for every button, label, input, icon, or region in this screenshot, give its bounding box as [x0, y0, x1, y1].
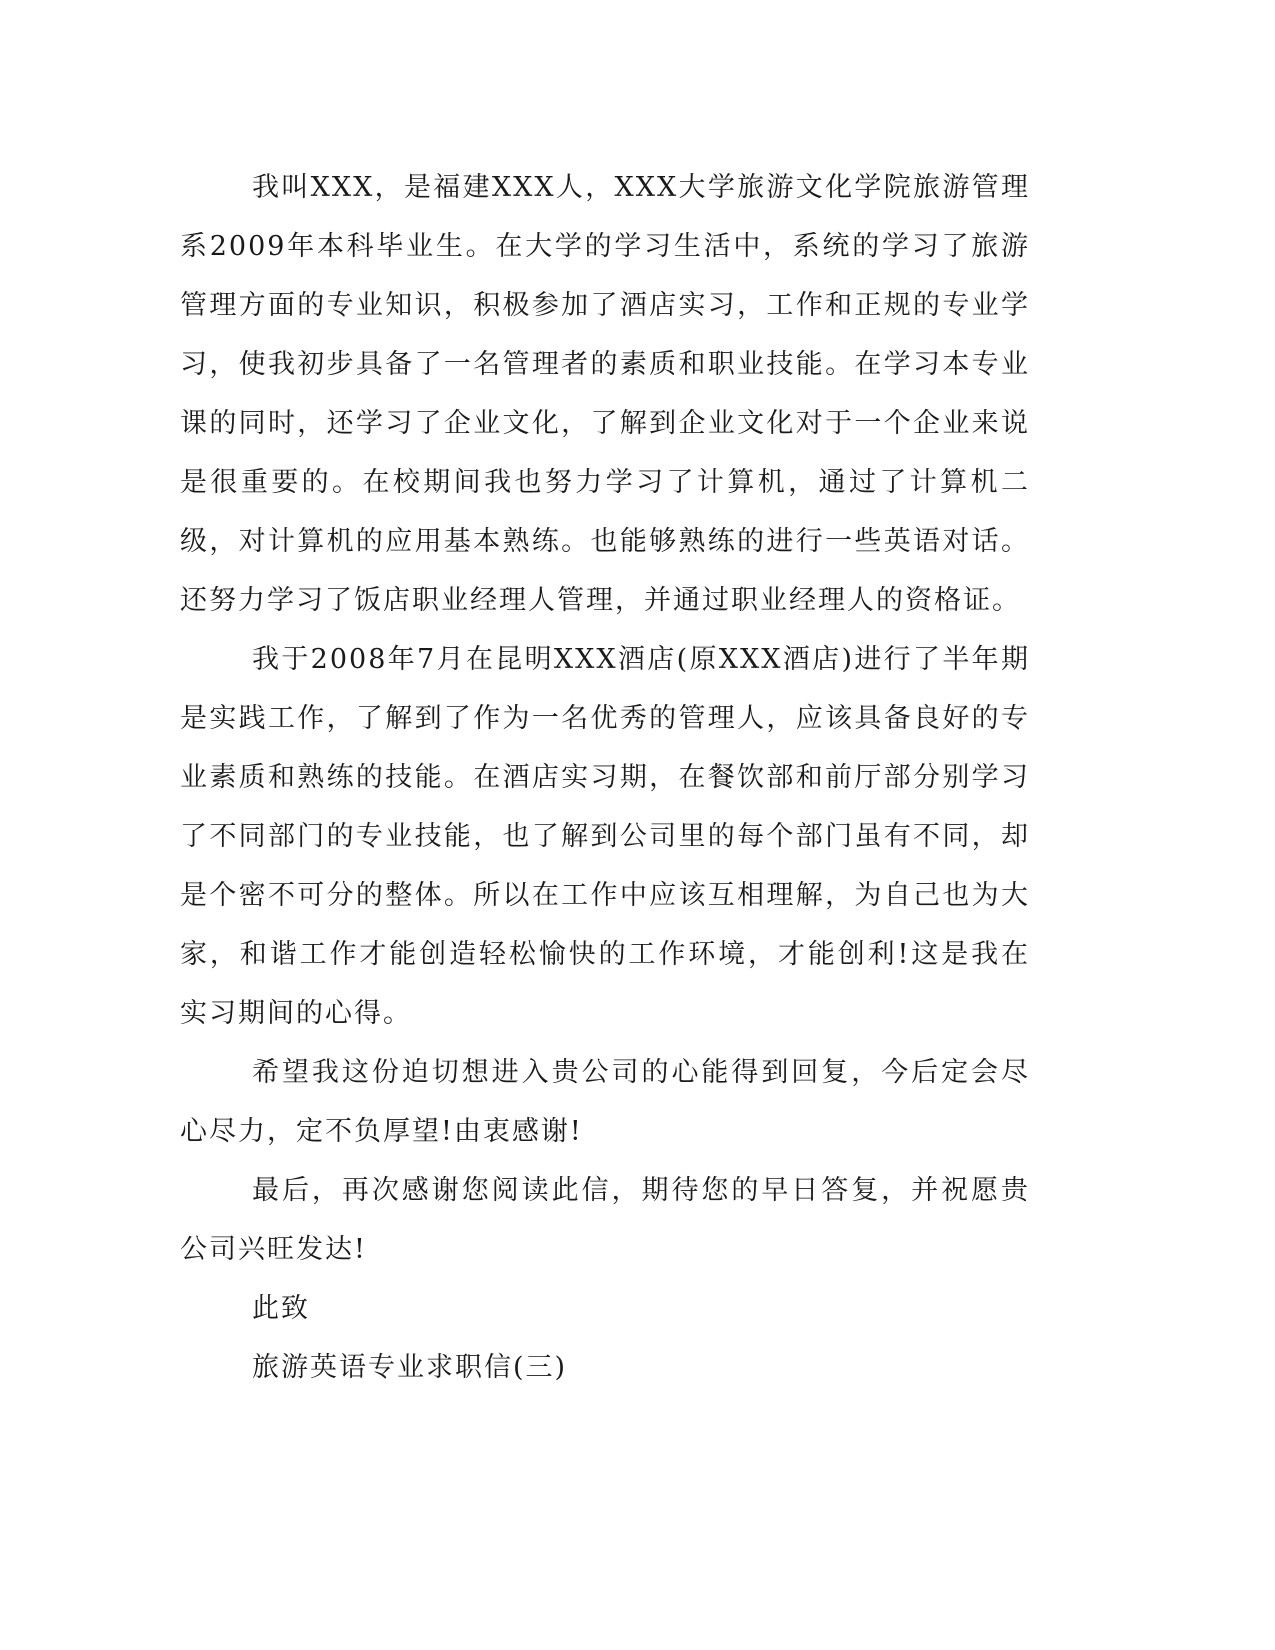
paragraph-hope: 希望我这份迫切想进入贵公司的心能得到回复，今后定会尽心尽力，定不负厚望!由衷感谢! [180, 1057, 1030, 1147]
letter-body [180, 158, 1030, 1397]
paragraph-next-title: 旅游英语专业求职信(三) [252, 1352, 568, 1383]
paragraph-salutation: 此致 [252, 1293, 310, 1324]
paragraph-introduction: 我叫XXX，是福建XXX人，XXX大学旅游文化学院旅游管理系2009年本科毕业生。在大学的学习生活中，系统的学习了旅游管理方面的专业知识，积极参加了酒店实习，工作和正规的专业学习，使我初步具备了一名管理者的素质和职业技能。在学习本专业课的同时，还学习了企业文化，了解到企业文化对于一个企业来说是很重要的。在校期间我也努力学习了计算机，通过了计算机二级，对计算机的应用基本熟练。也能够熟练的进行一些英语对话。还努力学习了饭店职业经理人管理，并通过职业经理人的资格证。 [180, 172, 1030, 616]
paragraph-internship: 我于2008年7月在昆明XXX酒店(原XXX酒店)进行了半年期是实践工作，了解到了作为一名优秀的管理人，应该具备良好的专业素质和熟练的技能。在酒店实习期，在餐饮部和前厅部分别学习了不同部门的专业技能，也了解到公司里的每个部门虽有不同，却是个密不可分的整体。所以在工作中应该互相理解，为自己也为大家，和谐工作才能创造轻松愉快的工作环境，才能创利!这是我在实习期间的心得。 [180, 644, 1030, 1029]
paragraph-thanks: 最后，再次感谢您阅读此信，期待您的早日答复，并祝愿贵公司兴旺发达! [180, 1175, 1030, 1265]
